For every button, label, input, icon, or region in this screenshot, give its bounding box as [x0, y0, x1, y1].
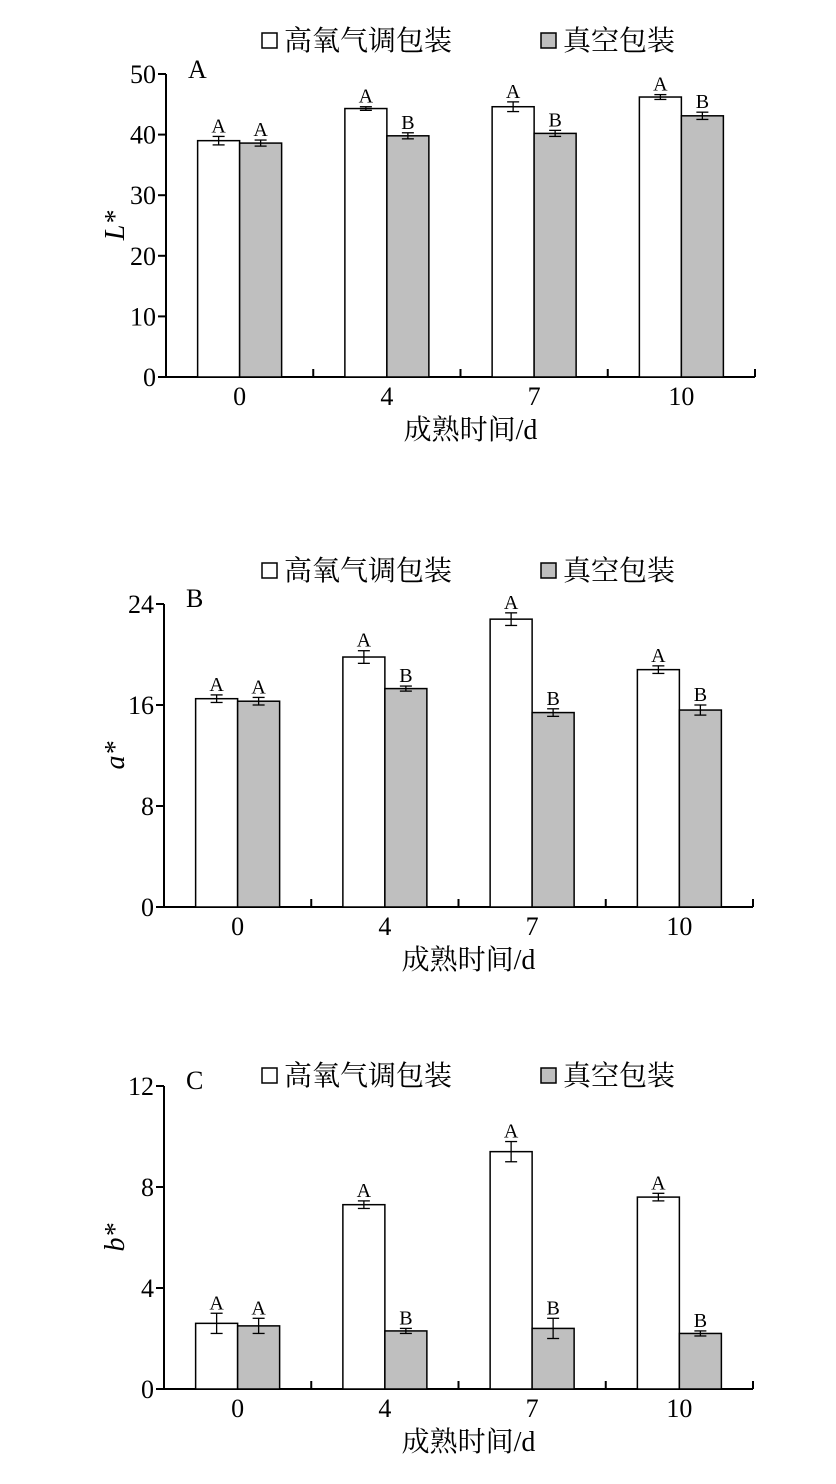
legend-label-vacuum: 真空包装 [563, 556, 676, 587]
legend-label-map: 高氧气调包装 [284, 1061, 453, 1092]
significance-letter: A [651, 644, 666, 667]
y-tick-label: 20 [130, 241, 156, 271]
bar-map [198, 141, 240, 377]
legend [262, 555, 675, 587]
significance-letter: A [503, 1120, 519, 1143]
y-tick-label: 40 [130, 120, 156, 150]
significance-letter: A [253, 119, 268, 142]
significance-letter: B [695, 91, 710, 114]
y-axis-title: a* [100, 741, 131, 770]
x-axis-title: 成熟时间/d [403, 415, 538, 446]
bar-vacuum [681, 116, 723, 377]
x-tick-label: 4 [380, 382, 394, 411]
y-tick-label: 4 [141, 1274, 154, 1303]
x-tick-label: 7 [527, 382, 541, 411]
significance-letter: A [505, 80, 521, 103]
bar-vacuum [238, 701, 280, 907]
y-tick-label: 30 [130, 181, 156, 211]
y-tick-label: 8 [141, 1173, 154, 1202]
bar-vacuum [238, 1326, 280, 1389]
bar-map [639, 97, 681, 377]
bar-map [490, 619, 532, 907]
bar-vacuum [385, 1331, 427, 1389]
bar-vacuum [387, 136, 429, 377]
bar-map [345, 109, 387, 377]
bar-vacuum [240, 143, 282, 377]
bar-map [492, 107, 534, 377]
significance-letter: A [651, 1172, 666, 1195]
significance-letter: B [693, 1309, 708, 1332]
y-tick-label: 0 [143, 363, 156, 392]
legend-label-vacuum: 真空包装 [563, 26, 676, 57]
x-axis-title: 成熟时间/d [401, 945, 536, 976]
y-axis-title: b* [100, 1223, 131, 1252]
x-tick-label: 10 [666, 912, 693, 941]
x-tick-label: 4 [378, 1394, 392, 1423]
x-tick-label: 10 [668, 382, 695, 411]
significance-letter: B [399, 665, 413, 688]
panel-label: C [186, 1066, 204, 1095]
chart-panel-b [100, 555, 753, 976]
significance-letter: A [209, 673, 224, 696]
bar-map [343, 657, 385, 907]
bar-vacuum [679, 710, 721, 907]
significance-letter: A [356, 629, 372, 652]
significance-letter: A [251, 676, 266, 699]
significance-letter: B [693, 684, 708, 706]
legend-swatch-map [262, 33, 277, 48]
chart-panel-c [100, 1060, 753, 1458]
x-tick-label: 0 [231, 912, 245, 941]
panel-label: A [188, 55, 207, 84]
y-tick-label: 0 [141, 1375, 154, 1404]
legend [262, 25, 675, 57]
legend-swatch-map [262, 563, 277, 578]
significance-letter: B [548, 109, 562, 132]
panel-label: B [186, 584, 204, 613]
x-tick-label: 0 [233, 382, 247, 411]
legend-swatch-vacuum [541, 563, 556, 578]
legend-label-map: 高氧气调包装 [284, 556, 453, 587]
significance-letter: A [356, 1179, 372, 1202]
significance-letter: B [546, 687, 560, 710]
y-tick-label: 16 [128, 691, 154, 720]
significance-letter: A [503, 591, 519, 614]
y-axis-title: L* [100, 210, 131, 241]
significance-letter: A [358, 85, 374, 108]
y-tick-label: 24 [128, 590, 154, 619]
x-tick-label: 10 [666, 1394, 693, 1423]
bar-map [490, 1152, 532, 1389]
significance-letter: A [209, 1292, 224, 1315]
x-tick-label: 7 [525, 1394, 539, 1423]
chart-panel-a [100, 25, 755, 446]
legend-swatch-map [262, 1068, 277, 1083]
significance-letter: A [251, 1297, 266, 1320]
x-tick-label: 7 [525, 912, 539, 941]
legend-label-map: 高氧气调包装 [284, 26, 453, 57]
x-axis-title: 成熟时间/d [401, 1427, 536, 1458]
bar-vacuum [534, 133, 576, 377]
bar-map [637, 670, 679, 907]
y-tick-label: 50 [130, 60, 156, 89]
x-tick-label: 4 [378, 912, 392, 941]
legend-swatch-vacuum [541, 1068, 556, 1083]
significance-letter: A [653, 73, 668, 96]
bar-map [637, 1197, 679, 1389]
bar-vacuum [532, 713, 574, 907]
y-tick-label: 10 [130, 302, 156, 332]
legend-swatch-vacuum [541, 33, 556, 48]
bar-map [196, 699, 238, 907]
bar-vacuum [679, 1333, 721, 1389]
significance-letter: B [546, 1297, 560, 1320]
bar-map [343, 1205, 385, 1389]
bar-vacuum [385, 689, 427, 907]
y-tick-label: 8 [141, 792, 154, 821]
significance-letter: B [399, 1307, 413, 1330]
y-tick-label: 12 [128, 1072, 154, 1101]
legend-label-vacuum: 真空包装 [563, 1061, 676, 1092]
significance-letter: B [401, 111, 415, 134]
x-tick-label: 0 [231, 1394, 245, 1423]
significance-letter: A [211, 115, 226, 138]
y-tick-label: 0 [141, 893, 154, 922]
legend [262, 1060, 675, 1092]
